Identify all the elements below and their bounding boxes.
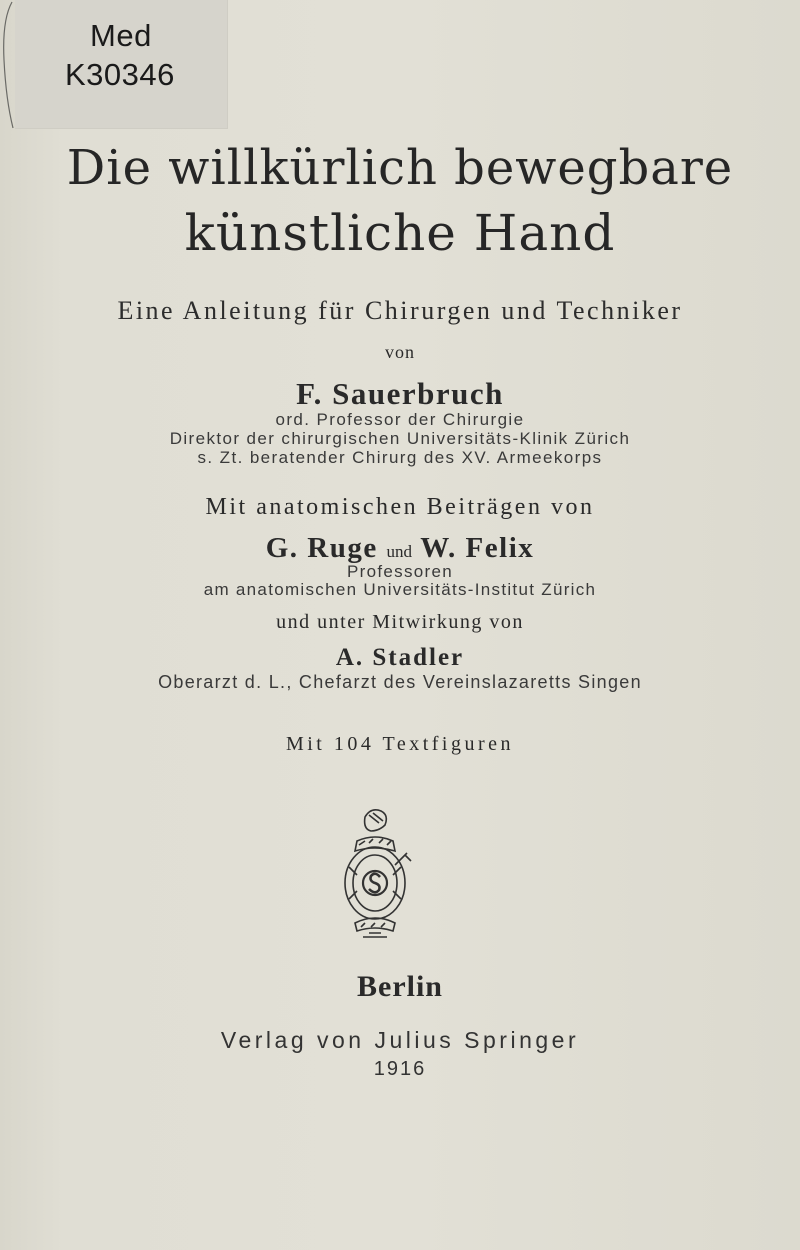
page-edge-shadow [0, 0, 14, 130]
figures-line: Mit 104 Textfiguren [285, 733, 515, 755]
collaborator-name: A. Stadler [335, 644, 465, 671]
author-title-2: Direktor der chirurgischen Universitäts-Klinik Zürich [169, 429, 631, 448]
imprint-year: 1916 [373, 1058, 427, 1080]
collaborator-title: Oberarzt d. L., Chefarzt des Vereinslazaretts Singen [158, 672, 642, 692]
library-label-call-number: K30346 [65, 57, 175, 92]
imprint-city: Berlin [357, 970, 443, 1003]
springer-knight-emblem-icon [335, 805, 415, 945]
contributions-line: Mit anatomischen Beiträgen von [205, 494, 595, 520]
cooperation-line: und unter Mitwirkung von [276, 611, 524, 633]
author-title-3: s. Zt. beratender Chirurg des XV. Armeekorps [197, 448, 603, 467]
contributor-joiner: und [386, 542, 412, 561]
title-line-1: Die willkürlich bewegbare [66, 140, 734, 196]
contributor-2: W. Felix [420, 532, 535, 564]
subtitle: Eine Anleitung für Chirurgen und Techniker [117, 296, 683, 325]
imprint-publisher: Verlag von Julius Springer [220, 1027, 580, 1053]
library-label-line1: Med [90, 18, 152, 53]
title-line-2: künstliche Hand [184, 204, 616, 262]
library-label [15, 0, 228, 129]
by-word: von [385, 342, 415, 362]
contributors-title-1: Professoren [347, 562, 453, 581]
author-name: F. Sauerbruch [296, 376, 504, 411]
contributors-title-2: am anatomischen Universitäts-Institut Zürich [203, 580, 597, 599]
contributor-1: G. Ruge [265, 532, 378, 564]
author-title-1: ord. Professor der Chirurgie [275, 410, 525, 429]
contributors-names [0, 532, 800, 565]
